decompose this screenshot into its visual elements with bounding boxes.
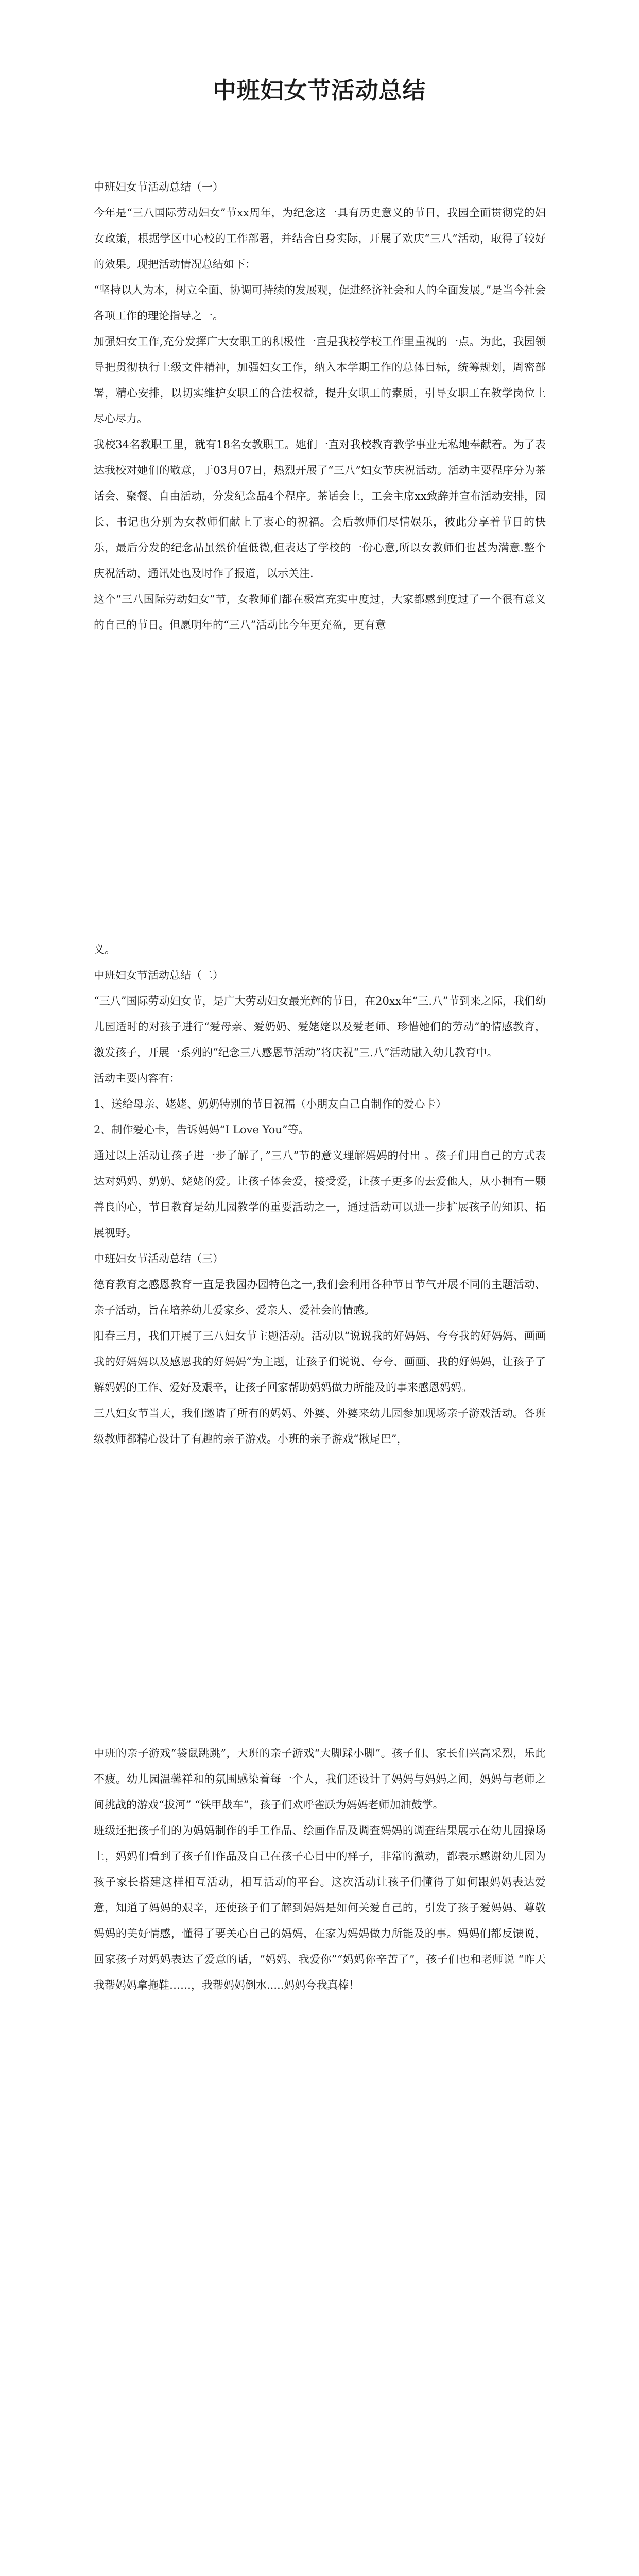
page-2-body [94, 937, 546, 1452]
paragraph: 德育教育之感恩教育一直是我园办园特色之一,我们会利用各种节日节气开展不同的主题活动、亲子活动，旨在培养幼儿爱家乡、爱亲人、爱社会的情感。 [94, 1278, 546, 1316]
paragraph: 加强妇女工作,充分发挥广大女职工的积极性一直是我校学校工作里重视的一点。为此，我园领导把贯彻执行上级文件精神，加强妇女工作，纳入本学期工作的总体目标，统筹规划，周密部署，精心安排，以切实维护女职工的合法权益，提升女职工的素质，引导女职工在教学岗位上尽心尽力。 [94, 335, 546, 425]
paragraph: “三八”国际劳动妇女节，是广大劳动妇女最光辉的节日，在20xx年“三.八”节到来之际，我们幼儿园适时的对孩子进行“爱母亲、爱奶奶、爱姥姥以及爱老师、珍惜她们的劳动”的情感教育，激发孩子，开展一系列的“纪念三八感恩节活动”将庆祝“三.八”活动融入幼儿教育中。 [94, 995, 546, 1059]
list-item: 1、送给母亲、姥姥、奶奶特别的节日祝福（小朋友自己自制作的爱心卡） [94, 1098, 447, 1110]
document-title: 中班妇女节活动总结 [213, 77, 426, 104]
paragraph: 阳春三月，我们开展了三八妇女节主题活动。活动以“说说我的好妈妈、夸夸我的好妈妈、画画我的好妈妈以及感恩我的好妈妈”为主题，让孩子们说说、夸夸、画画、我的好妈妈，让孩子了解妈妈的工作、爱好及艰辛，让孩子回家帮助妈妈做力所能及的事来感恩妈妈。 [94, 1330, 546, 1394]
section-heading-1: 中班妇女节活动总结（一） [94, 181, 223, 193]
page-1-body [94, 174, 546, 638]
paragraph: 我校34名教职工里，就有18名女教职工。她们一直对我校教育教学事业无私地奉献着。为了表达我校对她们的敬意，于03月07日，热烈开展了“三八”妇女节庆祝活动。活动主要程序分为茶话会、聚餐、自由活动，分发纪念品4个程序。茶话会上，工会主席xx致辞并宣布活动安排，园长、书记也分别为女教师们献上了衷心的祝福。会后教师们尽情娱乐，彼此分享着节日的快乐，最后分发的纪念品虽然价值低微,但表达了学校的一份心意,所以女教师们也甚为满意.整个庆祝活动，通讯处也及时作了报道，以示关注. [94, 438, 546, 580]
section-heading-2: 中班妇女节活动总结（二） [94, 969, 223, 981]
paragraph: 中班的亲子游戏“袋鼠跳跳”，大班的亲子游戏“大脚踩小脚”。孩子们、家长们兴高采烈，乐此不疲。幼儿园温馨祥和的氛围感染着每一个人，我们还设计了妈妈与妈妈之间，妈妈与老师之间挑战的游戏“拔河” “铁甲战车”，孩子们欢呼雀跃为妈妈老师加油鼓掌。 [94, 1747, 546, 1811]
paragraph: 通过以上活动让孩子进一步了解了，”三八“节的意义理解妈妈的付出 。孩子们用自己的方式表达对妈妈、奶奶、姥姥的爱。让孩子体会爱，接受爱，让孩子更多的去爱他人，从小拥有一颗善良的心，节日教育是幼儿园教学的重要活动之一，通过活动可以进一步扩展孩子的知识、拓展视野。 [94, 1149, 546, 1239]
paragraph: 活动主要内容有： [94, 1072, 180, 1084]
paragraph: 三八妇女节当天，我们邀请了所有的妈妈、外婆、外婆来幼儿园参加现场亲子游戏活动。各班级教师都精心设计了有趣的亲子游戏。小班的亲子游戏“揪尾巴”， [94, 1407, 546, 1445]
paragraph: 今年是“三八国际劳动妇女”节xx周年，为纪念这一具有历史意义的节日，我园全面贯彻党的妇女政策，根据学区中心校的工作部署，并结合自身实际，开展了欢庆“三八”活动，取得了较好的效果。现把活动情况总结如下： [94, 207, 546, 270]
page-3-body [94, 1740, 546, 1998]
list-item: 2、制作爱心卡，告诉妈妈“I Love You”等。 [94, 1124, 309, 1136]
section-heading-3: 中班妇女节活动总结（三） [94, 1252, 223, 1265]
paragraph: 这个“三八国际劳动妇女”节，女教师们都在极富充实中度过，大家都感到度过了一个很有意义的自己的节日。但愿明年的“三八”活动比今年更充盈，更有意 [94, 593, 546, 631]
paragraph: 班级还把孩子们的为妈妈制作的手工作品、绘画作品及调查妈妈的调查结果展示在幼儿园操场上，妈妈们看到了孩子们作品及自己在孩子心目中的样子，非常的激动，都表示感谢幼儿园为孩子家长搭建这样相互活动，相互活动的平台。这次活动让孩子们懂得了如何跟妈妈表达爱意，知道了妈妈的艰辛，还使孩子们了解到妈妈是如何关爱自己的，引发了孩子爱妈妈、尊敬妈妈的美好情感，懂得了要关心自己的妈妈，在家为妈妈做力所能及的事。妈妈们都反馈说，回家孩子对妈妈表达了爱意的话，“妈妈、我爱你”“妈妈你辛苦了”，孩子们也和老师说 “昨天我帮妈妈拿拖鞋……，我帮妈妈倒水.....妈妈夸我真棒！ [94, 1824, 546, 1991]
paragraph: “坚持以人为本，树立全面、协调可持续的发展观，促进经济社会和人的全面发展。”是当今社会各项工作的理论指导之一。 [94, 284, 546, 322]
paragraph: 义。 [94, 943, 115, 956]
